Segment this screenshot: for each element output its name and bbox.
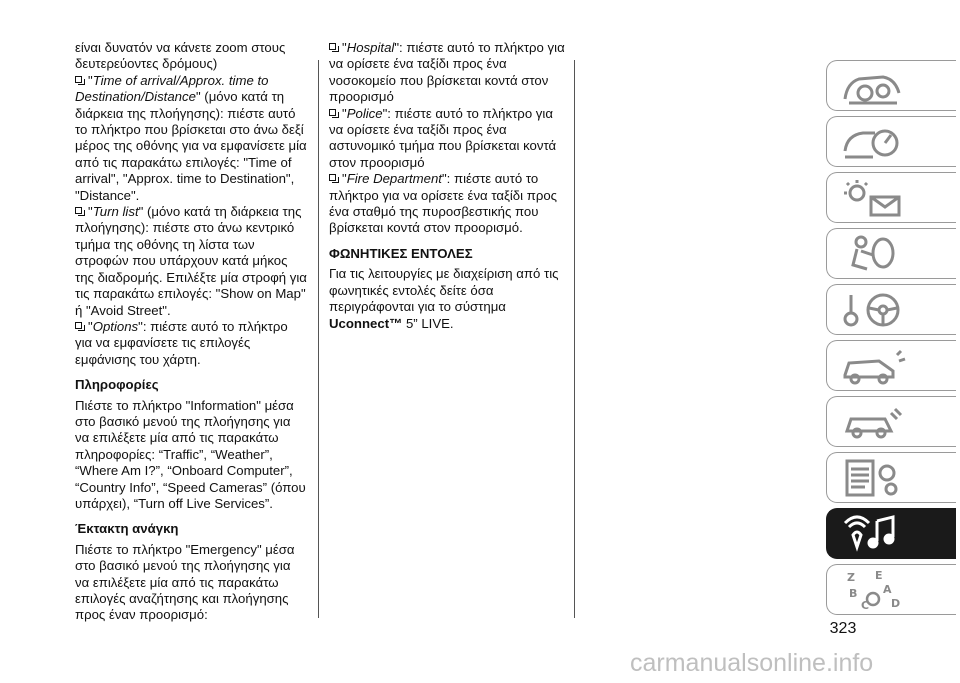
list-item: "Time of arrival/Approx. time to Destination/Distance" (μόνο κατά τη διάρκεια της πλοήγησης): πιέστε αυτό το πλήκτρο που βρίσκεται στο άνω δεξί μέρος της οθόνης για να εμφανίσετε μία από τις παρακάτω επιλογές: "Time of arrival", "Approx. time to Destination", "Distance". (75, 72, 307, 203)
chapter-tab-index[interactable] (826, 564, 956, 615)
bullet-icon (329, 174, 339, 183)
car-crash-icon (839, 345, 909, 387)
emergency-paragraph: Πιέστε το πλήκτρο "Emergency" μέσα στο βασικό μενού της πλοήγησης για να επιλέξετε μία από τις παρακάτω επιλογές αναζήτησης και πλοήγησης προς έναν προορισμό: (75, 541, 295, 623)
light-mail-icon (839, 177, 909, 219)
bullet-icon (329, 109, 339, 118)
section-heading-voice: ΦΩΝΗΤΙΚΕΣ ΕΝΤΟΛΕΣ (329, 245, 473, 261)
svg-text:Z: Z (847, 571, 855, 584)
svg-text:E: E (875, 569, 883, 582)
bullet-icon (75, 76, 85, 85)
voice-paragraph: Για τις λειτουργίες με διαχείριση από τις φωνητικές εντολές δείτε όσα περιγράφονται για το σύστημα Uconnect™ 5” LIVE. (329, 266, 559, 331)
option-name: Fire Department (346, 171, 442, 187)
column-divider (574, 60, 575, 618)
list-item: "Options": πιέστε αυτό το πλήκτρο για να εμφανίσετε τις επιλογές εμφάνισης του χάρτη. (75, 318, 288, 367)
option-name: Turn list (92, 204, 139, 220)
svg-text:C: C (861, 599, 870, 611)
list-item: "Police": πιέστε αυτό το πλήκτρο για να ορίσετε ένα ταξίδι προς ένα αστυνομικό τμήμα που βρίσκεται κοντά στον προορισμό (329, 105, 557, 170)
specs-gears-icon (839, 457, 909, 499)
alphabet-index-icon (839, 569, 909, 611)
car-gauge-icon (839, 121, 909, 163)
column-divider (318, 60, 319, 618)
bullet-icon (75, 322, 85, 331)
brand-name: Uconnect™ (329, 315, 403, 331)
option-name: Options (92, 318, 139, 334)
list-item: "Fire Department": πιέστε αυτό το πλήκτρο για να ορίσετε ένα ταξίδι προς ένα σταθμό της πυροσβεστικής που βρίσκεται κοντά στον προορισμό. (329, 171, 558, 236)
chapter-tab-specs[interactable] (826, 452, 956, 503)
svg-text:A: A (883, 583, 892, 596)
intro-text: είναι δυνατόν να κάνετε zoom στους δευτερεύοντες δρόμους) (75, 40, 286, 72)
page-number: 323 (829, 620, 857, 637)
car-dashboard-icon (839, 65, 909, 107)
list-item: "Turn list" (μόνο κατά τη διάρκεια της πλοήγησης): πιέστε στο άνω κεντρικό τμήμα της οθόνης τη λίστα των στροφών που υπάρχουν κατά μήκος της διαδρομής. Επιλέξτε μία στροφή για τις παρακάτω επιλογές: "Show on Map" ή "Avoid Street". (75, 204, 307, 318)
info-paragraph: Πιέστε το πλήκτρο "Information" μέσα στο βασικό μενού της πλοήγησης για να επιλέξετε μία από τις παρακάτω πληροφορίες: “Traffic”, “Weather”, “Where Am I?”, “Onboard Computer”, “Country Info”, “Speed Cameras” (όπου υπάρχει), “Turn off Live Services”. (75, 397, 306, 511)
option-name: Hospital (346, 40, 395, 55)
section-heading-info: Πληροφορίες (75, 377, 159, 393)
section-heading-emergency: Έκτακτη ανάγκη (75, 521, 179, 537)
steering-wheel-icon (839, 289, 909, 331)
chapter-tab-maintenance[interactable] (826, 396, 956, 447)
left-column (75, 40, 307, 624)
chapter-tab-instruments[interactable] (826, 116, 956, 167)
chapter-tab-multimedia[interactable] (826, 508, 956, 559)
right-column (329, 40, 565, 332)
option-name: Police (346, 105, 383, 121)
chapter-tab-lights[interactable] (826, 172, 956, 223)
airbag-seat-icon (839, 233, 909, 275)
bullet-icon (75, 207, 85, 216)
svg-text:B: B (849, 587, 858, 600)
list-item: "Hospital": πιέστε αυτό το πλήκτρο για να ορίσετε ένα ταξίδι προς ένα νοσοκομείο που βρίσκεται κοντά στον προορισμό (329, 40, 565, 105)
chapter-tab-emergency[interactable] (826, 340, 956, 391)
car-service-icon (839, 401, 909, 443)
option-name: Time of arrival/Approx. time to Destination/Distance (75, 72, 269, 105)
watermark-text: carmanualsonline.info (630, 649, 874, 677)
chapter-tab-dashboard[interactable] (826, 60, 956, 111)
chapter-tab-driving[interactable] (826, 284, 956, 335)
media-navigation-icon (839, 513, 909, 555)
bullet-icon (329, 43, 339, 52)
svg-text:D: D (891, 597, 901, 610)
chapter-tab-safety[interactable] (826, 228, 956, 279)
